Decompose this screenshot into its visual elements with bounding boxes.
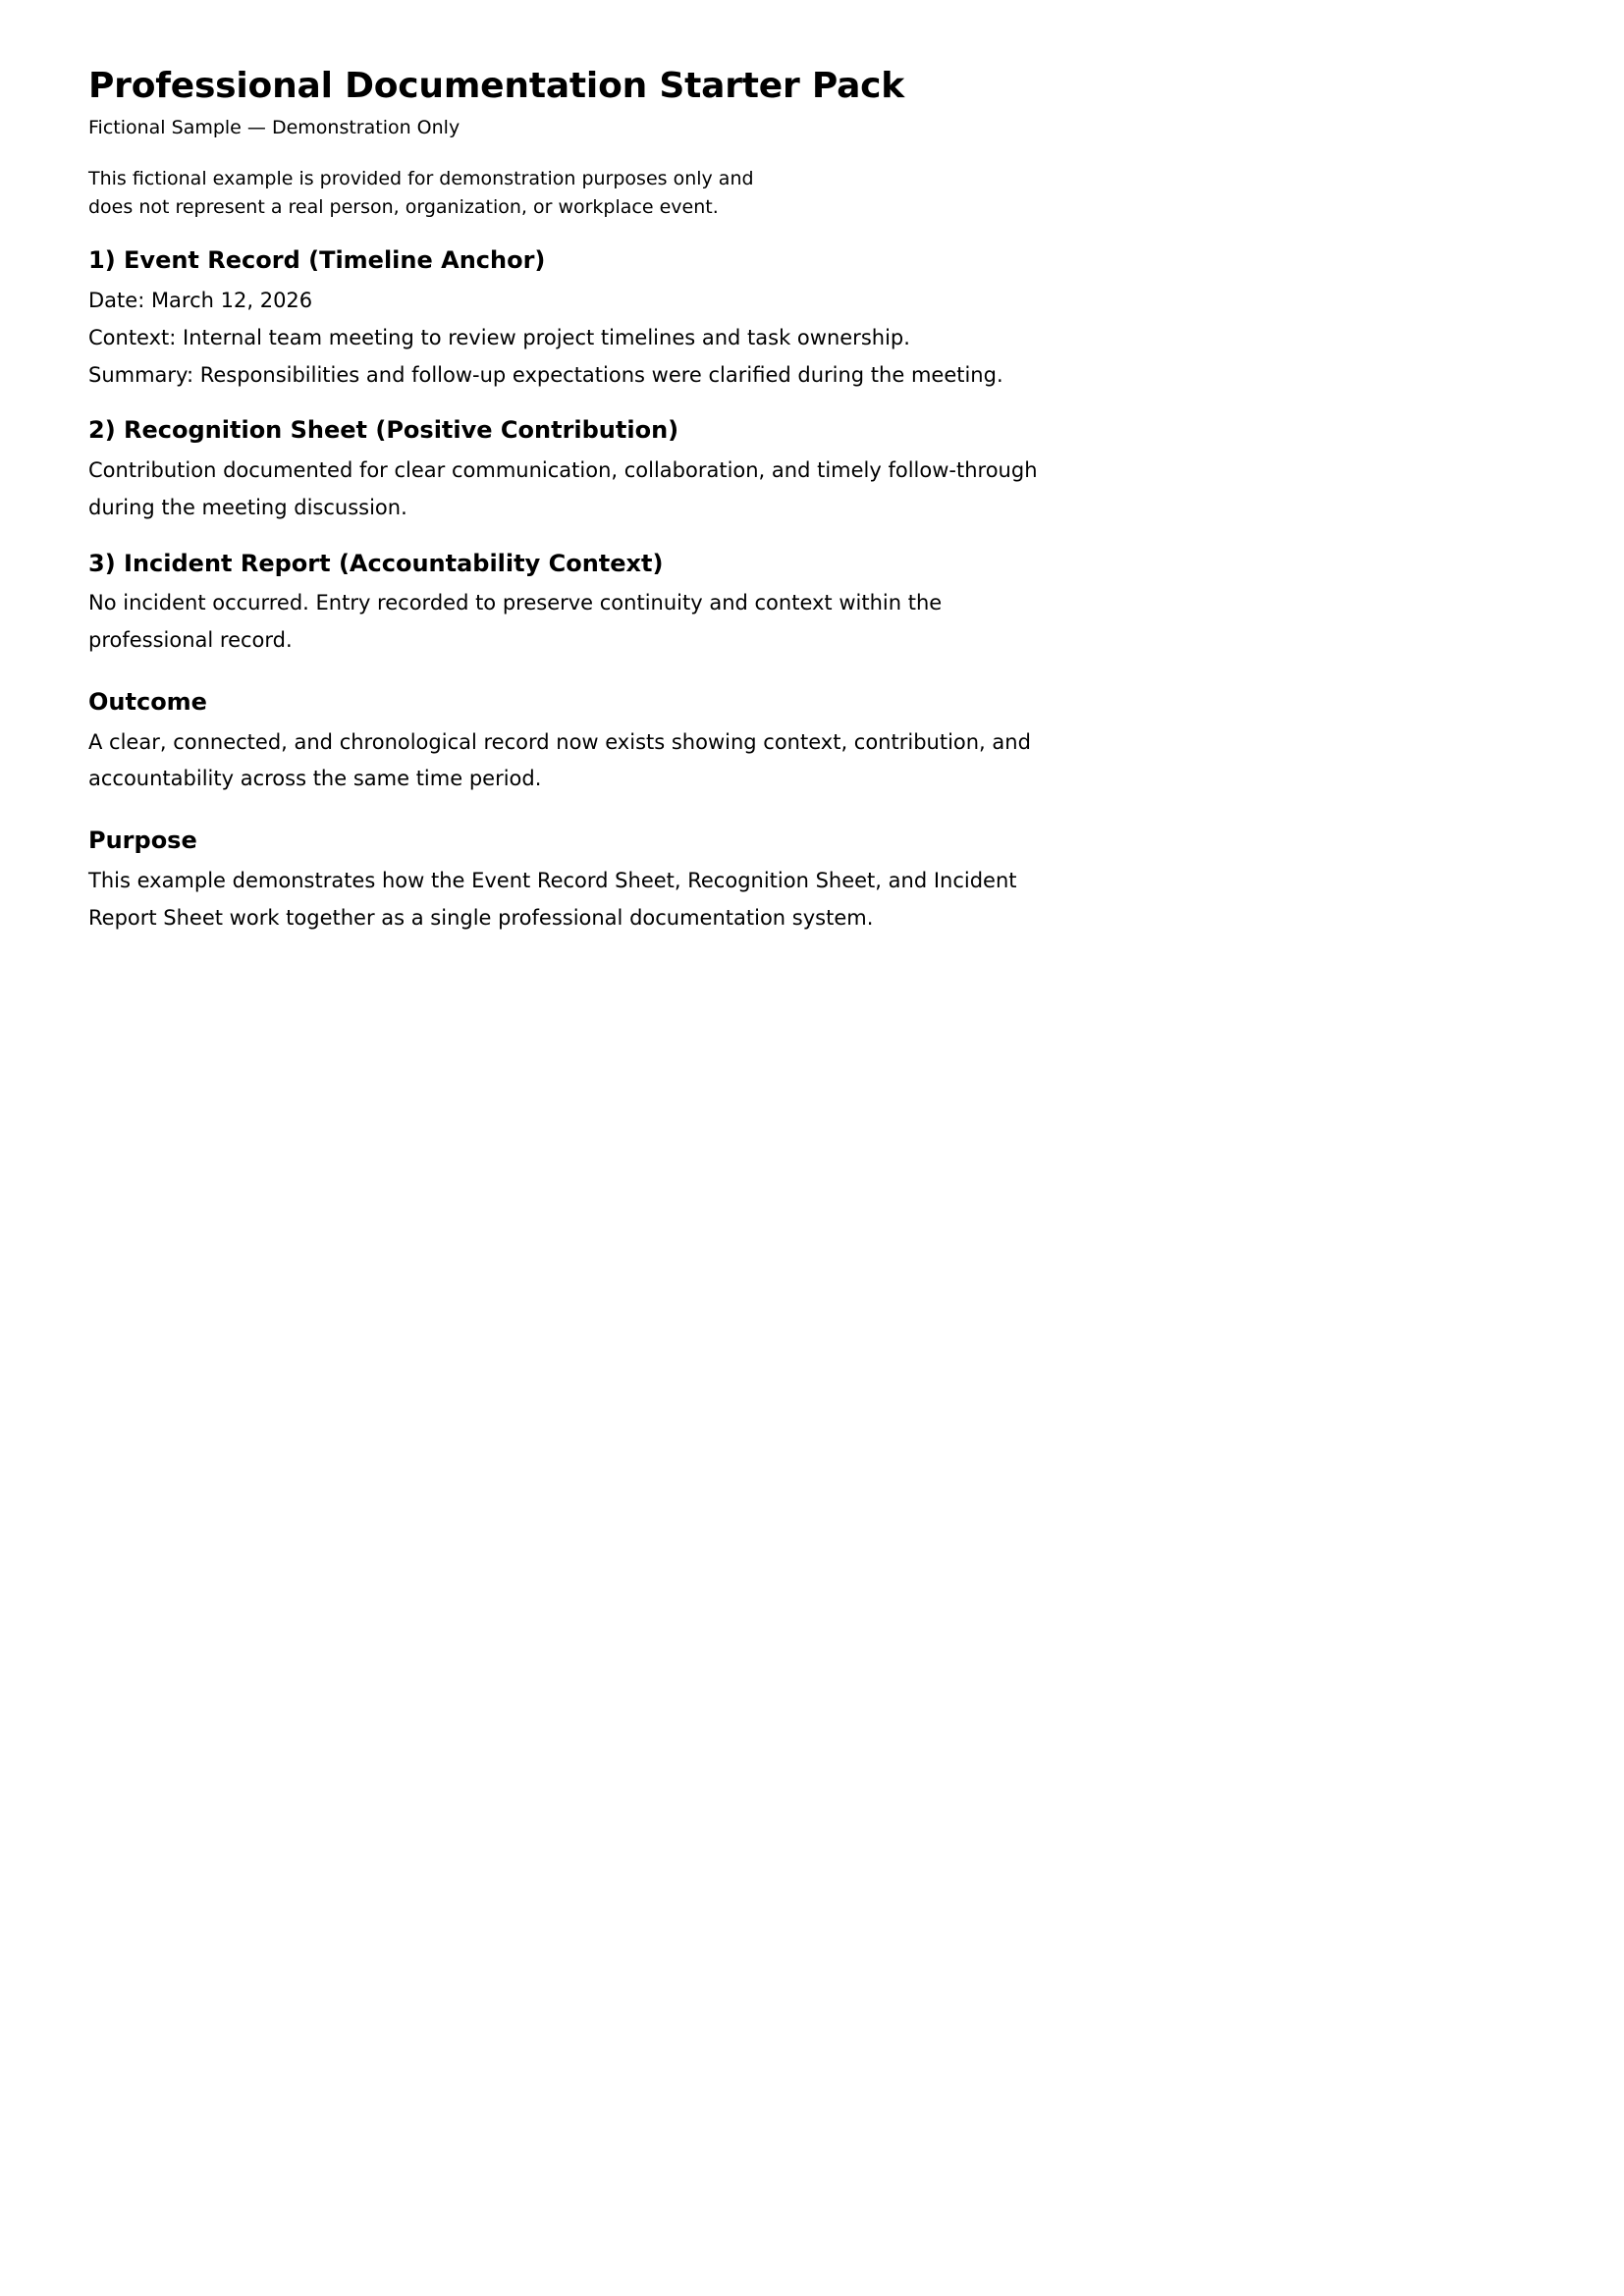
disclaimer-line-2: does not represent a real person, organization, or workplace event. [88,195,719,218]
event-record-date: Date: March 12, 2026 [88,289,313,313]
section-heading-incident-report: 3) Incident Report (Accountability Context) [88,549,664,577]
section-recognition-sheet [88,415,1065,526]
section-incident-report [88,549,1065,660]
document-subtitle: Fictional Sample — Demonstration Only [88,116,460,138]
section-event-record [88,245,1065,394]
event-record-context: Context: Internal team meeting to review project timelines and task ownership. [88,325,910,349]
section-heading-outcome: Outcome [88,688,207,717]
section-body-outcome: A clear, connected, and chronological record now exists showing context, contribution, and accountability across the same time period. [88,729,1031,791]
section-body-recognition-sheet: Contribution documented for clear communication, collaboration, and timely follow-through during the meeting discussion. [88,458,1038,519]
section-outcome [88,687,1065,798]
disclaimer-line-1: This fictional example is provided for demonstration purposes only and [88,167,754,189]
section-heading-event-record: 1) Event Record (Timeline Anchor) [88,246,546,275]
document-body [88,65,1065,937]
disclaimer-paragraph [88,165,1065,223]
section-heading-purpose: Purpose [88,827,197,855]
section-purpose [88,826,1065,936]
section-heading-recognition-sheet: 2) Recognition Sheet (Positive Contribution) [88,416,679,445]
page-title: Professional Documentation Starter Pack [88,66,905,106]
section-body-event-record [88,283,1065,394]
event-record-summary: Summary: Responsibilities and follow-up expectations were clarified during the meeting. [88,362,1003,387]
section-body-incident-report: No incident occurred. Entry recorded to preserve continuity and context within the professional record. [88,591,943,653]
section-body-purpose: This example demonstrates how the Event Record Sheet, Recognition Sheet, and Incident Report Sheet work together as a single professional documentation system. [88,868,1017,930]
